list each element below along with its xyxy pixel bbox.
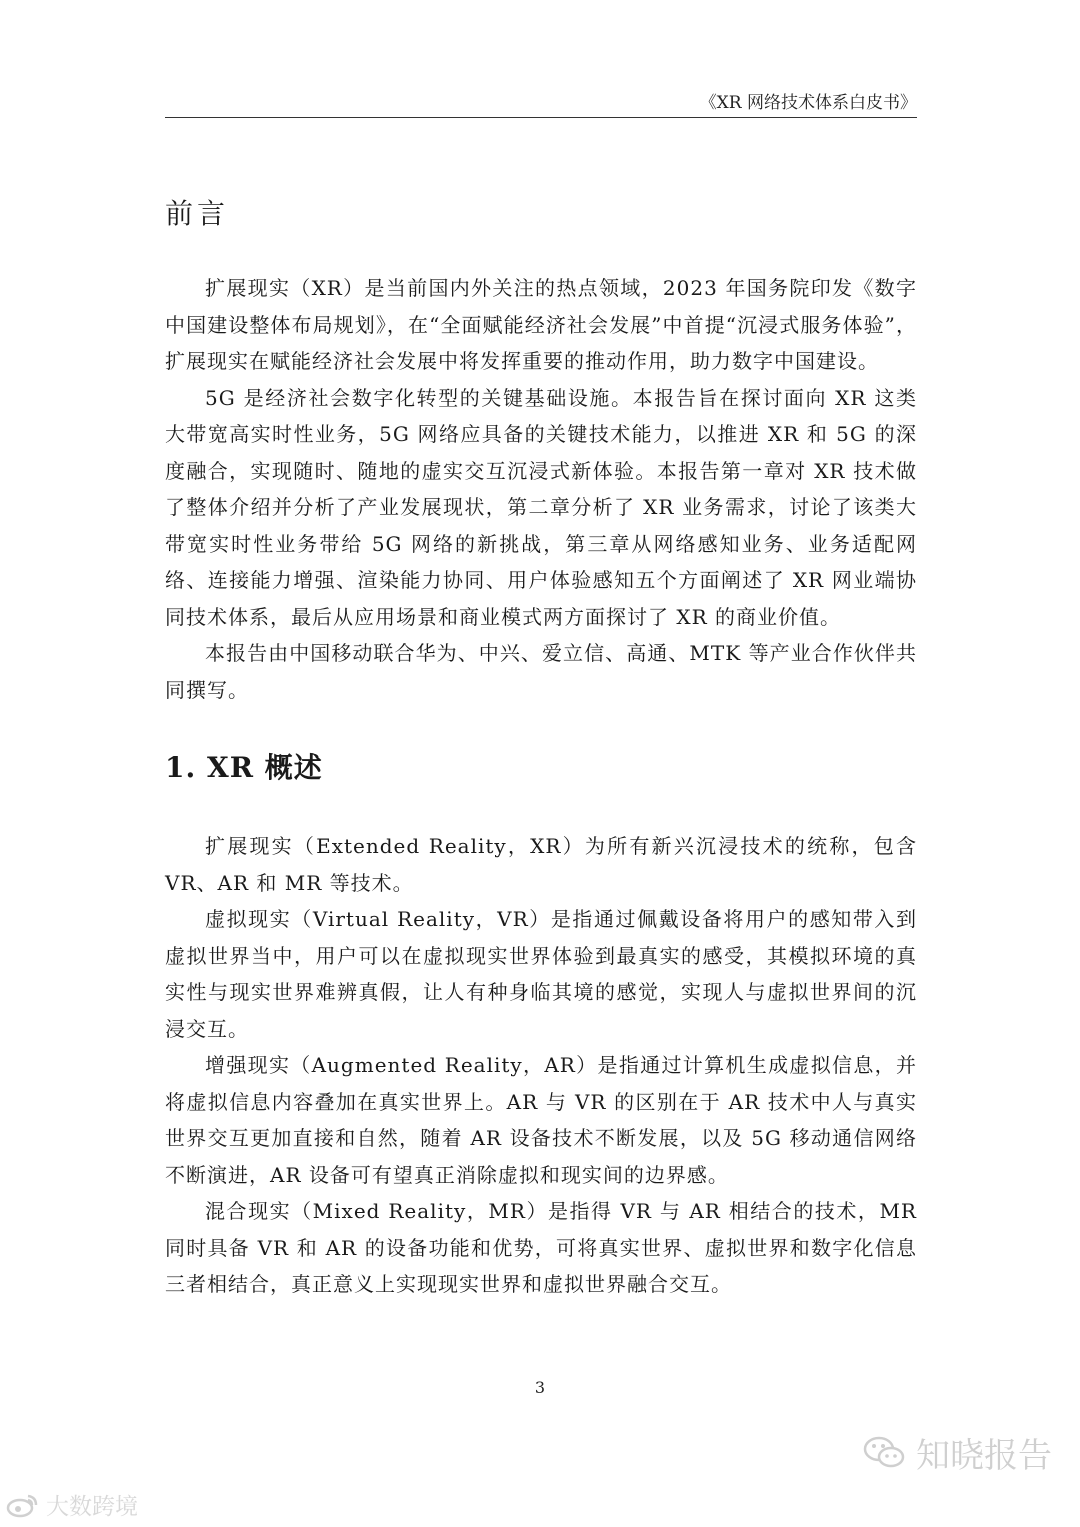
watermark-left-text: 大数跨境 <box>46 1494 138 1520</box>
page-number: 3 <box>534 1378 546 1397</box>
preface-heading: 前言 <box>165 197 230 230</box>
wechat-icon <box>862 1435 906 1471</box>
watermark-left <box>6 1488 138 1521</box>
preface-paragraph-1: 扩展现实（XR）是当前国内外关注的热点领域，2023 年国务院印发《数字中国建设整体布局规划》，在“全面赋能经济社会发展”中首提“沉浸式服务体验”，扩展现实在赋能经济社会发展中将发挥重要的推动作用，助力数字中国建设。 <box>165 276 917 373</box>
watermark-right <box>862 1428 1052 1477</box>
section-heading: 1. XR 概述 <box>165 751 323 784</box>
weibo-icon <box>6 1492 40 1518</box>
vr-definition-paragraph: 虚拟现实（Virtual Reality，VR）是指通过佩戴设备将用户的感知带入到虚拟世界当中，用户可以在虚拟现实世界体验到最真实的感受，其模拟环境的真实性与现实世界难辨真假，让人有种身临其境的感觉，实现人与虚拟世界间的沉浸交互。 <box>165 907 917 1041</box>
ar-definition-paragraph: 增强现实（Augmented Reality，AR）是指通过计算机生成虚拟信息，并将虚拟信息内容叠加在真实世界上。AR 与 VR 的区别在于 AR 技术中人与真实世界交互更加直接和自然，随着 AR 设备技术不断发展，以及 5G 移动通信网络不断演进，AR 设备可有望真正消除虚拟和现实间的边界感。 <box>165 1053 917 1187</box>
xr-definition-paragraph: 扩展现实（Extended Reality，XR）为所有新兴沉浸技术的统称，包含 VR、AR 和 MR 等技术。 <box>165 834 917 895</box>
running-header: 《XR 网络技术体系白皮书》 <box>699 93 917 113</box>
watermark-right-text: 知晓报告 <box>916 1436 1052 1476</box>
preface-paragraph-2: 5G 是经济社会数字化转型的关键基础设施。本报告旨在探讨面向 XR 这类大带宽高实时性业务，5G 网络应具备的关键技术能力，以推进 XR 和 5G 的深度融合，实现随时、随地的虚实交互沉浸式新体验。本报告第一章对 XR 技术做了整体介绍并分析了产业发展现状，第二章分析了 XR 业务需求，讨论了该类大带宽实时性业务带给 5G 网络的新挑战，第三章从网络感知业务、业务适配网络、连接能力增强、渲染能力协同、用户体验感知五个方面阐述了 XR 网业端协同技术体系，最后从应用场景和商业模式两方面探讨了 XR 的商业价值。 <box>165 385 917 629</box>
page-content <box>165 192 917 1303</box>
header-rule <box>165 117 917 118</box>
mr-definition-paragraph: 混合现实（Mixed Reality，MR）是指得 VR 与 AR 相结合的技术，MR 同时具备 VR 和 AR 的设备功能和优势，可将真实世界、虚拟世界和数字化信息三者相结合，真正意义上实现现实世界和虚拟世界融合交互。 <box>165 1199 917 1296</box>
preface-paragraph-3: 本报告由中国移动联合华为、中兴、爱立信、高通、MTK 等产业合作伙伴共同撰写。 <box>165 641 917 702</box>
